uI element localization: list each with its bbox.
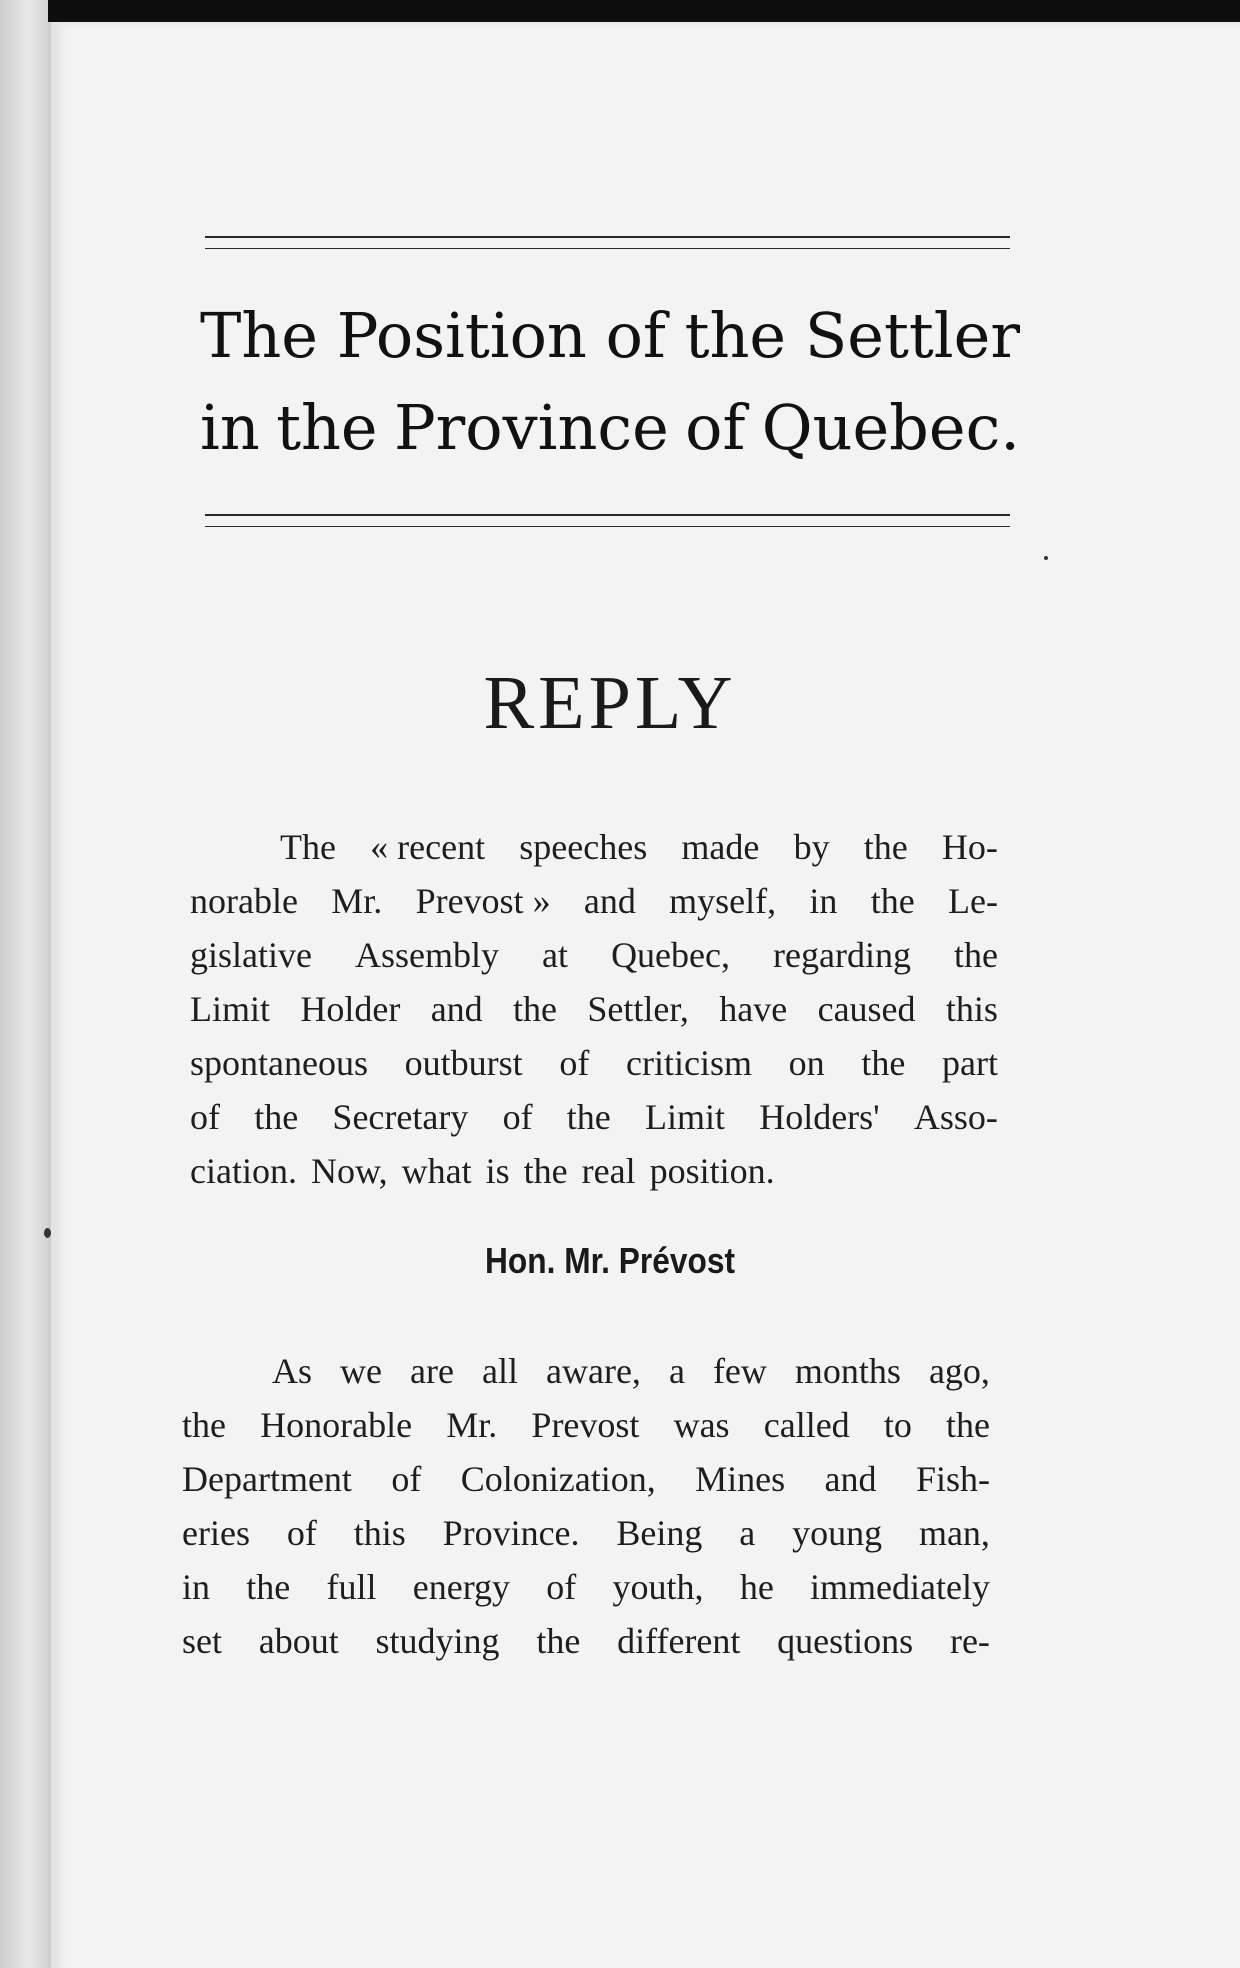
word: set <box>182 1621 222 1661</box>
word: the <box>863 827 908 867</box>
word: full <box>326 1567 377 1607</box>
word: position. <box>649 1151 775 1191</box>
word: in <box>809 881 838 921</box>
word: myself, <box>669 881 777 921</box>
word: Limit <box>644 1097 725 1137</box>
text-line <box>190 1090 998 1144</box>
word: at <box>542 935 569 975</box>
word: Now, <box>310 1151 388 1191</box>
word: Fish- <box>915 1459 990 1499</box>
word: Being <box>616 1513 703 1553</box>
book-spine-edge <box>0 0 48 1968</box>
word: Department <box>182 1459 352 1499</box>
word: regarding <box>773 935 911 975</box>
word: all <box>482 1351 518 1391</box>
rule-line <box>205 248 1010 249</box>
word: criticism <box>626 1043 752 1083</box>
top-ornamental-rule <box>205 236 1010 259</box>
word: the <box>246 1567 291 1607</box>
word: Province <box>393 391 669 464</box>
word: youth, <box>612 1567 704 1607</box>
word: Holder <box>300 989 401 1029</box>
word: the <box>946 1405 990 1445</box>
bottom-ornamental-rule <box>205 514 1010 537</box>
text-line <box>190 928 998 982</box>
rule-line <box>205 236 1010 238</box>
word: are <box>410 1351 454 1391</box>
word: the <box>861 1043 906 1083</box>
word: by <box>793 827 830 867</box>
word: norable <box>190 881 298 921</box>
text-line <box>182 1506 990 1560</box>
word: re- <box>949 1621 990 1661</box>
word: about <box>258 1621 339 1661</box>
title-line-1 <box>200 290 1020 382</box>
word: of <box>502 1097 533 1137</box>
word: was <box>673 1405 730 1445</box>
word: and <box>430 989 483 1029</box>
word: gislative <box>190 935 312 975</box>
word: Le- <box>948 881 998 921</box>
word: the <box>276 391 378 464</box>
word: the <box>954 935 998 975</box>
title-line-2 <box>200 382 1020 474</box>
word: Settler, <box>587 989 689 1029</box>
text-line <box>190 982 998 1036</box>
word: ciation. <box>190 1151 297 1191</box>
word: Settler <box>804 299 1020 372</box>
word: in <box>182 1567 211 1607</box>
text-line <box>190 820 998 874</box>
word: As <box>272 1351 313 1391</box>
word: Quebec. <box>761 391 1020 464</box>
page-title <box>200 290 1020 474</box>
word: the <box>182 1405 226 1445</box>
word: few <box>712 1351 767 1391</box>
word: the <box>513 989 558 1029</box>
section-heading: Hon. Mr. Prévost <box>485 1240 735 1281</box>
word: Quebec, <box>611 935 730 975</box>
word: Province. <box>442 1513 580 1553</box>
word: Position <box>336 299 587 372</box>
word: of <box>546 1567 577 1607</box>
word: on <box>788 1043 825 1083</box>
text-line <box>182 1560 990 1614</box>
word: the <box>870 881 915 921</box>
word: Secretary <box>332 1097 469 1137</box>
text-line <box>182 1614 990 1668</box>
word: Prevost » <box>415 881 551 921</box>
word: The <box>280 827 336 867</box>
word: of <box>391 1459 422 1499</box>
word: Ho- <box>941 827 998 867</box>
word: the <box>684 299 787 372</box>
word: in <box>200 391 260 464</box>
text-line <box>182 1344 990 1398</box>
word: a <box>668 1351 685 1391</box>
word: called <box>763 1405 850 1445</box>
word: Assembly <box>355 935 500 975</box>
paragraph-prevost <box>182 1344 990 1668</box>
word: and <box>583 881 636 921</box>
word: Asso- <box>913 1097 998 1137</box>
paragraph-intro <box>190 820 998 1198</box>
word: of <box>286 1513 317 1553</box>
word: Limit <box>190 989 270 1029</box>
word: made <box>681 827 760 867</box>
word: the <box>566 1097 611 1137</box>
text-line <box>182 1452 990 1506</box>
word: and <box>824 1459 877 1499</box>
rule-line <box>205 526 1010 527</box>
word: real <box>581 1151 636 1191</box>
word: studying <box>375 1621 500 1661</box>
word: months <box>794 1351 901 1391</box>
word: Honorable <box>260 1405 413 1445</box>
word: caused <box>817 989 916 1029</box>
word: to <box>883 1405 912 1445</box>
word: Mr. <box>446 1405 498 1445</box>
word: speeches <box>519 827 648 867</box>
word: have <box>719 989 788 1029</box>
word: young <box>792 1513 883 1553</box>
word: Mr. <box>331 881 383 921</box>
rule-line <box>205 514 1010 516</box>
word: the <box>254 1097 299 1137</box>
text-line <box>190 1036 998 1090</box>
word: ago, <box>928 1351 990 1391</box>
word: Holders' <box>759 1097 880 1137</box>
text-line <box>190 1144 998 1198</box>
word: he <box>739 1567 774 1607</box>
word: man, <box>918 1513 990 1553</box>
word: this <box>945 989 998 1029</box>
text-line <box>182 1398 990 1452</box>
word: energy <box>412 1567 511 1607</box>
word: of <box>559 1043 590 1083</box>
word: different <box>617 1621 741 1661</box>
word: a <box>739 1513 756 1553</box>
word: of <box>190 1097 220 1137</box>
word: this <box>353 1513 406 1553</box>
word: The <box>200 299 318 372</box>
word: the <box>523 1151 568 1191</box>
word: of <box>685 391 746 464</box>
word: part <box>941 1043 998 1083</box>
word: we <box>340 1351 383 1391</box>
word: Prevost <box>531 1405 640 1445</box>
scan-speck <box>1044 556 1048 560</box>
word: Mines <box>695 1459 786 1499</box>
word: immediately <box>810 1567 990 1607</box>
word: is <box>485 1151 510 1191</box>
word: what <box>401 1151 472 1191</box>
word: Colonization, <box>460 1459 656 1499</box>
text-line <box>190 874 998 928</box>
word: spontaneous <box>190 1043 368 1083</box>
word: of <box>605 299 666 372</box>
word: « recent <box>370 827 486 867</box>
word: outburst <box>404 1043 523 1083</box>
word: eries <box>182 1513 250 1553</box>
word: aware, <box>546 1351 641 1391</box>
scan-speck <box>44 1228 51 1238</box>
word: questions <box>777 1621 914 1661</box>
word: the <box>536 1621 581 1661</box>
reply-heading: REPLY <box>483 661 737 745</box>
